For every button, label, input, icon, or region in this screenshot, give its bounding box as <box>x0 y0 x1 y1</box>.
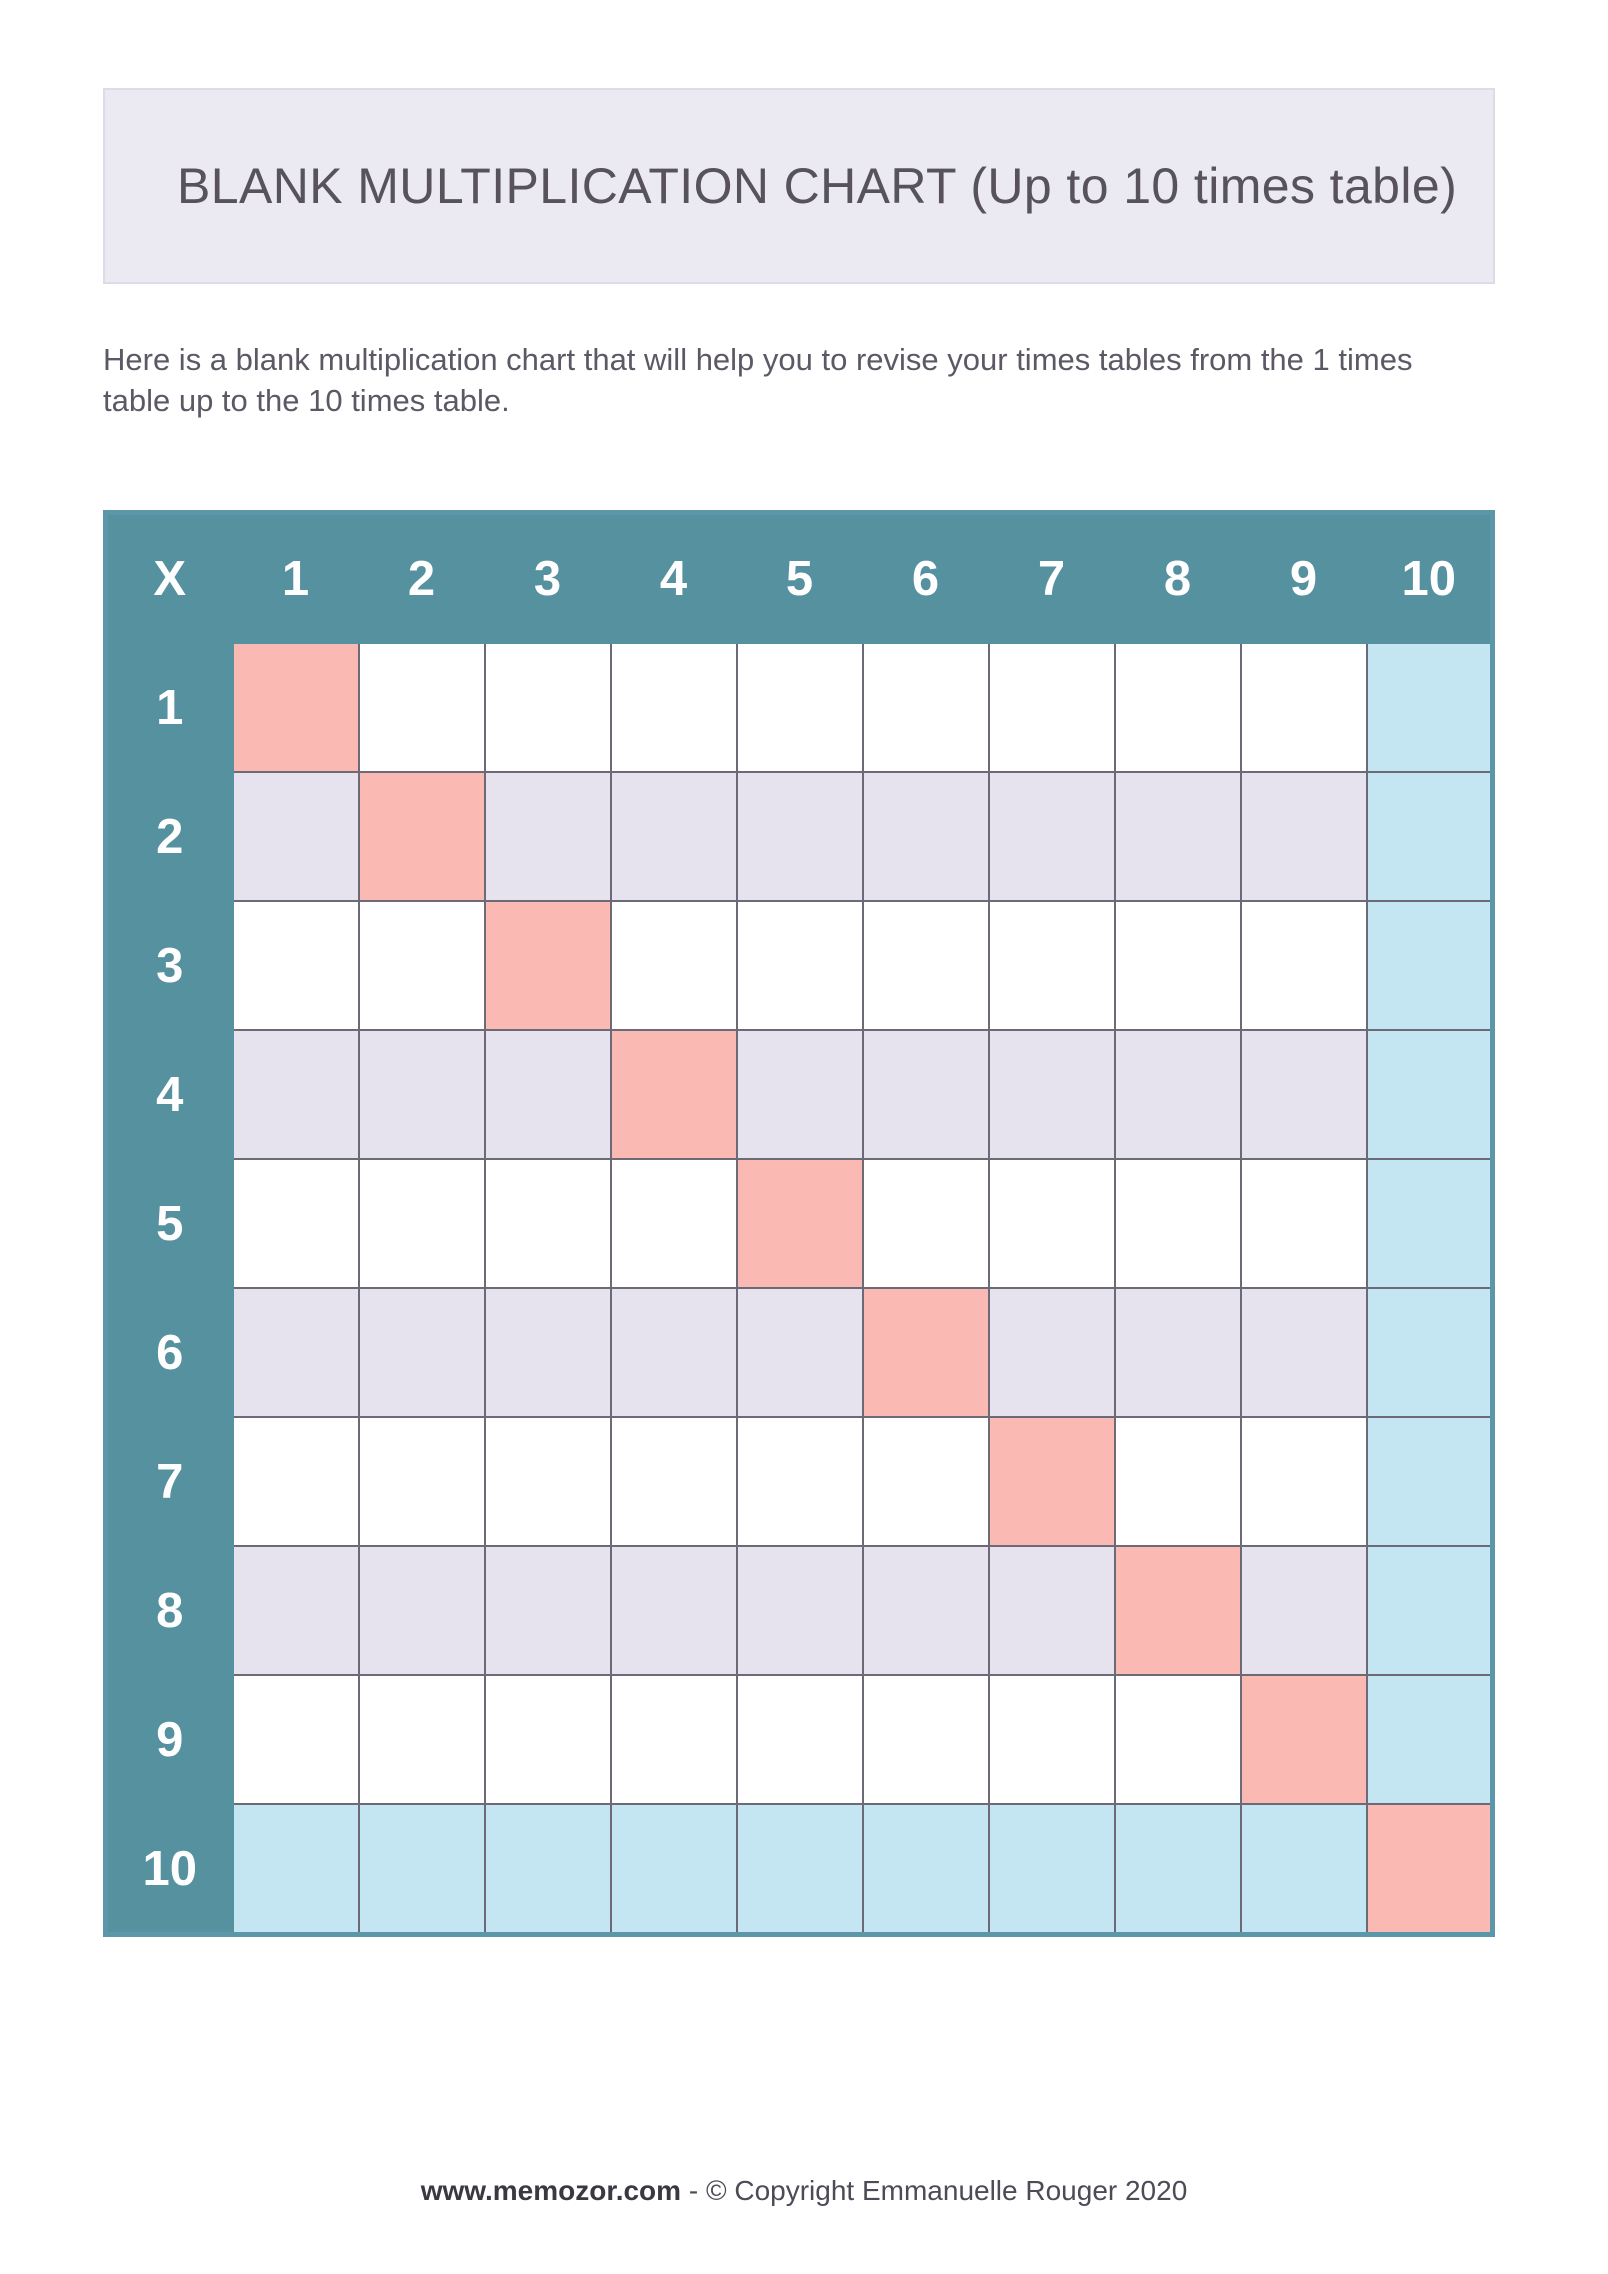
grid-cell-2x10[interactable] <box>1367 772 1493 901</box>
table-row <box>106 1546 1493 1675</box>
table-row <box>106 1288 1493 1417</box>
grid-cell-6x1[interactable] <box>233 1288 359 1417</box>
table-row <box>106 1417 1493 1546</box>
grid-cell-6x6[interactable] <box>863 1288 989 1417</box>
column-header-8: 8 <box>1115 513 1241 644</box>
grid-cell-7x7[interactable] <box>989 1417 1115 1546</box>
grid-cell-2x1[interactable] <box>233 772 359 901</box>
grid-cell-2x9[interactable] <box>1241 772 1367 901</box>
grid-cell-9x7[interactable] <box>989 1675 1115 1804</box>
grid-cell-1x9[interactable] <box>1241 643 1367 772</box>
table-row <box>106 1804 1493 1935</box>
grid-cell-1x6[interactable] <box>863 643 989 772</box>
grid-cell-10x7[interactable] <box>989 1804 1115 1935</box>
grid-cell-6x8[interactable] <box>1115 1288 1241 1417</box>
grid-cell-8x7[interactable] <box>989 1546 1115 1675</box>
row-header-4: 4 <box>106 1030 233 1159</box>
grid-cell-10x2[interactable] <box>359 1804 485 1935</box>
grid-cell-5x8[interactable] <box>1115 1159 1241 1288</box>
grid-cell-7x2[interactable] <box>359 1417 485 1546</box>
multiplication-table <box>103 510 1495 1937</box>
grid-cell-2x2[interactable] <box>359 772 485 901</box>
grid-cell-4x4[interactable] <box>611 1030 737 1159</box>
grid-cell-10x5[interactable] <box>737 1804 863 1935</box>
grid-cell-7x5[interactable] <box>737 1417 863 1546</box>
multiplication-chart <box>103 510 1495 1937</box>
row-header-5: 5 <box>106 1159 233 1288</box>
table-row <box>106 772 1493 901</box>
row-header-8: 8 <box>106 1546 233 1675</box>
grid-cell-7x3[interactable] <box>485 1417 611 1546</box>
grid-cell-3x6[interactable] <box>863 901 989 1030</box>
grid-cell-5x3[interactable] <box>485 1159 611 1288</box>
grid-cell-10x8[interactable] <box>1115 1804 1241 1935</box>
grid-cell-3x5[interactable] <box>737 901 863 1030</box>
column-header-3: 3 <box>485 513 611 644</box>
column-header-1: 1 <box>233 513 359 644</box>
grid-cell-1x5[interactable] <box>737 643 863 772</box>
grid-cell-2x6[interactable] <box>863 772 989 901</box>
grid-cell-8x5[interactable] <box>737 1546 863 1675</box>
grid-cell-6x2[interactable] <box>359 1288 485 1417</box>
grid-cell-10x1[interactable] <box>233 1804 359 1935</box>
grid-cell-1x3[interactable] <box>485 643 611 772</box>
grid-cell-10x3[interactable] <box>485 1804 611 1935</box>
grid-cell-9x4[interactable] <box>611 1675 737 1804</box>
grid-cell-8x2[interactable] <box>359 1546 485 1675</box>
footer-copyright: - © Copyright Emmanuelle Rouger 2020 <box>681 2175 1188 2206</box>
grid-cell-5x7[interactable] <box>989 1159 1115 1288</box>
grid-cell-9x6[interactable] <box>863 1675 989 1804</box>
grid-cell-8x9[interactable] <box>1241 1546 1367 1675</box>
column-header-9: 9 <box>1241 513 1367 644</box>
grid-cell-4x2[interactable] <box>359 1030 485 1159</box>
grid-cell-9x8[interactable] <box>1115 1675 1241 1804</box>
grid-cell-9x2[interactable] <box>359 1675 485 1804</box>
grid-cell-10x10[interactable] <box>1367 1804 1493 1935</box>
grid-cell-1x10[interactable] <box>1367 643 1493 772</box>
footer-site: www.memozor.com <box>420 2175 682 2206</box>
row-header-3: 3 <box>106 901 233 1030</box>
grid-cell-5x10[interactable] <box>1367 1159 1493 1288</box>
table-row <box>106 1030 1493 1159</box>
grid-cell-8x4[interactable] <box>611 1546 737 1675</box>
grid-cell-1x2[interactable] <box>359 643 485 772</box>
table-header-row <box>106 513 1493 644</box>
grid-cell-3x10[interactable] <box>1367 901 1493 1030</box>
grid-cell-2x5[interactable] <box>737 772 863 901</box>
column-header-10: 10 <box>1367 513 1493 644</box>
table-row <box>106 643 1493 772</box>
grid-cell-7x1[interactable] <box>233 1417 359 1546</box>
column-header-6: 6 <box>863 513 989 644</box>
grid-cell-6x5[interactable] <box>737 1288 863 1417</box>
grid-cell-2x7[interactable] <box>989 772 1115 901</box>
grid-cell-6x10[interactable] <box>1367 1288 1493 1417</box>
row-header-7: 7 <box>106 1417 233 1546</box>
grid-cell-2x8[interactable] <box>1115 772 1241 901</box>
column-header-7: 7 <box>989 513 1115 644</box>
grid-cell-7x6[interactable] <box>863 1417 989 1546</box>
grid-cell-7x10[interactable] <box>1367 1417 1493 1546</box>
grid-cell-10x9[interactable] <box>1241 1804 1367 1935</box>
grid-cell-1x8[interactable] <box>1115 643 1241 772</box>
row-header-6: 6 <box>106 1288 233 1417</box>
grid-cell-5x1[interactable] <box>233 1159 359 1288</box>
column-header-2: 2 <box>359 513 485 644</box>
grid-cell-3x1[interactable] <box>233 901 359 1030</box>
grid-cell-7x4[interactable] <box>611 1417 737 1546</box>
grid-cell-8x3[interactable] <box>485 1546 611 1675</box>
grid-cell-10x6[interactable] <box>863 1804 989 1935</box>
grid-cell-1x1[interactable] <box>233 643 359 772</box>
grid-cell-4x6[interactable] <box>863 1030 989 1159</box>
grid-cell-8x1[interactable] <box>233 1546 359 1675</box>
grid-cell-5x4[interactable] <box>611 1159 737 1288</box>
grid-cell-5x6[interactable] <box>863 1159 989 1288</box>
grid-cell-4x9[interactable] <box>1241 1030 1367 1159</box>
grid-cell-6x3[interactable] <box>485 1288 611 1417</box>
grid-cell-5x2[interactable] <box>359 1159 485 1288</box>
grid-cell-4x3[interactable] <box>485 1030 611 1159</box>
table-row <box>106 901 1493 1030</box>
grid-cell-7x8[interactable] <box>1115 1417 1241 1546</box>
grid-cell-2x3[interactable] <box>485 772 611 901</box>
grid-cell-2x4[interactable] <box>611 772 737 901</box>
grid-cell-10x4[interactable] <box>611 1804 737 1935</box>
grid-cell-3x4[interactable] <box>611 901 737 1030</box>
grid-cell-4x10[interactable] <box>1367 1030 1493 1159</box>
grid-cell-3x9[interactable] <box>1241 901 1367 1030</box>
page-title: BLANK MULTIPLICATION CHART (Up to 10 times table) <box>177 158 1458 214</box>
grid-cell-6x7[interactable] <box>989 1288 1115 1417</box>
grid-cell-8x8[interactable] <box>1115 1546 1241 1675</box>
grid-cell-9x3[interactable] <box>485 1675 611 1804</box>
grid-cell-4x7[interactable] <box>989 1030 1115 1159</box>
grid-cell-8x6[interactable] <box>863 1546 989 1675</box>
corner-label: X <box>106 513 233 644</box>
table-row <box>106 1159 1493 1288</box>
intro-paragraph: Here is a blank multiplication chart that will help you to revise your times tables from the 1 times table up to the 10 times table. <box>103 342 1413 418</box>
grid-cell-1x4[interactable] <box>611 643 737 772</box>
row-header-9: 9 <box>106 1675 233 1804</box>
grid-cell-5x9[interactable] <box>1241 1159 1367 1288</box>
row-header-1: 1 <box>106 643 233 772</box>
grid-cell-9x5[interactable] <box>737 1675 863 1804</box>
row-header-10: 10 <box>106 1804 233 1935</box>
title-banner <box>103 88 1495 284</box>
grid-cell-5x5[interactable] <box>737 1159 863 1288</box>
grid-cell-9x9[interactable] <box>1241 1675 1367 1804</box>
grid-cell-6x4[interactable] <box>611 1288 737 1417</box>
grid-cell-4x5[interactable] <box>737 1030 863 1159</box>
column-header-5: 5 <box>737 513 863 644</box>
grid-cell-9x10[interactable] <box>1367 1675 1493 1804</box>
grid-cell-1x7[interactable] <box>989 643 1115 772</box>
grid-cell-3x7[interactable] <box>989 901 1115 1030</box>
grid-cell-4x8[interactable] <box>1115 1030 1241 1159</box>
grid-cell-3x2[interactable] <box>359 901 485 1030</box>
table-row <box>106 1675 1493 1804</box>
column-header-4: 4 <box>611 513 737 644</box>
row-header-2: 2 <box>106 772 233 901</box>
grid-cell-9x1[interactable] <box>233 1675 359 1804</box>
grid-cell-4x1[interactable] <box>233 1030 359 1159</box>
grid-cell-6x9[interactable] <box>1241 1288 1367 1417</box>
grid-cell-3x3[interactable] <box>485 901 611 1030</box>
grid-cell-7x9[interactable] <box>1241 1417 1367 1546</box>
footer <box>0 2175 1608 2207</box>
grid-cell-3x8[interactable] <box>1115 901 1241 1030</box>
grid-cell-8x10[interactable] <box>1367 1546 1493 1675</box>
